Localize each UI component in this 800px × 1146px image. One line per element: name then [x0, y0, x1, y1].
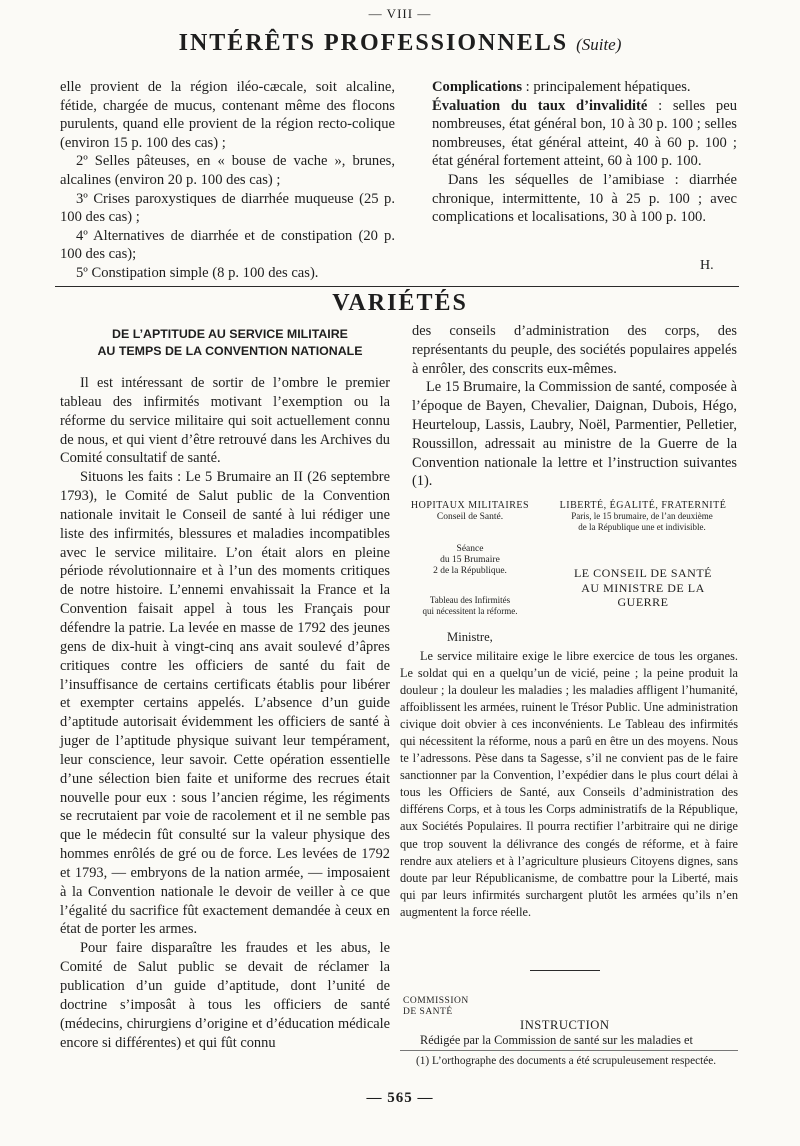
- instruction-text: Rédigée par la Commission de santé sur les maladies et: [420, 1033, 693, 1047]
- evaluation-paragraph: [432, 97, 737, 171]
- evaluation-label: Évaluation du taux d’invalidité: [432, 97, 648, 114]
- commission-line: DE SANTÉ: [403, 1007, 453, 1017]
- instruction-heading: INSTRUCTION: [520, 1018, 610, 1032]
- seance-line: Séance: [456, 544, 484, 554]
- seance-line: du 15 Brumaire: [440, 555, 500, 565]
- letter-salutation: Ministre,: [447, 630, 493, 644]
- first-article-left-column: [60, 78, 395, 283]
- varietes-right-column: [412, 322, 737, 491]
- letter-paragraph: Le service militaire exige le libre exercice de tous les organes. Le soldat qui en a quelqu’un de vicié, peine ; la peine produit la douleur ; la douleur les maladies ; les maladies affligent l’humanité, affoiblissent les armées, ruinent le Trésor Public. Une administration civique doit obvier à ces inconvénients. Le Tableau des infirmités qui nécessitent la réforme, nous a parû en être un des moyens. Nous te l’adressons. Pèse dans ta Sagesse, s’il ne convient pas de le faire sanctionner par la Convention, l’expédier dans le plus court délai à tous les Officiers de Santé, aux Conseils d’administration des différens Corps, et à tous les Corps administratifs de la République, aux Sociétés Populaires. Il pourra rectifier l’arbitraire qui ne dirige que trop souvent la délivrance des congés de réforme, et à faire rendre aux ateliers et à l’agriculture plusieurs Citoyens dignes, sans doute par leur Républicanisme, de combattre pour la Liberté, mais qui par leurs infirmités surchargent plutôt les armées qu’ils n’en augmentent la force réelle.: [400, 649, 738, 919]
- paragraph: 4º Alternatives de diarrhée et de constipation (20 p. 100 des cas);: [60, 227, 395, 263]
- seance-line: 2 de la République.: [433, 566, 507, 576]
- paragraph: Il est intéressant de sortir de l’ombre le premier tableau des infirmités motivant l’exemption ou la réforme du service militaire qui soit actuellement connu de nous, et qui vient d’être retrouvé dans les Archives du Comité consultatif de santé.: [60, 375, 390, 467]
- section-title-suffix: (Suite): [576, 35, 622, 54]
- tableau-infirmites-label: [400, 595, 540, 617]
- seance-block: [400, 544, 540, 577]
- liberte-egalite-fraternite: LIBERTÉ, ÉGALITÉ, FRATERNITÉ: [559, 500, 727, 511]
- varietes-left-column: [60, 374, 390, 1052]
- hopitaux-militaires-heading: HOPITAUX MILITAIRES: [410, 500, 530, 511]
- paragraph: 2º Selles pâteuses, en « bouse de vache », brunes, alcalines (environ 20 p. 100 des cas) ;: [60, 153, 395, 188]
- sequelles-paragraph: Dans les séquelles de l’amibiase : diarrhée chronique, intermittente, 10 à 25 p. 100 ; avec complications et localisations, 30 à 100 p. 100.: [432, 171, 737, 226]
- section-title: [0, 30, 800, 57]
- complications-paragraph: [432, 78, 737, 97]
- complications-text: : principalement hépatiques.: [522, 79, 691, 95]
- footnote-divider: [400, 1050, 738, 1051]
- heading-line: GUERRE: [617, 595, 669, 609]
- bottom-page-number: — 565 —: [366, 1090, 434, 1106]
- paragraph: Pour faire disparaître les fraudes et les abus, le Comité de Salut public se devait de réclamer la publication d’un guide d’aptitude, dont l’unité de doctrine s’imposât à tous les officiers de santé (médecins, chirurgiens d’origine et d’éducation médicale encore si différentes) et qui fût connu: [60, 940, 390, 1051]
- complications-label: Complications: [432, 79, 522, 95]
- paragraph: des conseils d’administration des corps, des représentants du peuple, des sociétés populaires appelés à enrôler, des conscrits eux-mêmes.: [412, 323, 737, 377]
- commission-de-sante-label: [403, 996, 469, 1018]
- paris-date-line: [548, 511, 736, 533]
- conseil-au-ministre-heading: [548, 566, 738, 610]
- date-line: de la République une et indivisible.: [578, 522, 706, 532]
- paragraph: 5º Constipation simple (8 p. 100 des cas).: [76, 264, 319, 281]
- paragraph: Situons les faits : Le 5 Brumaire an II (26 septembre 1793), le Comité de Salut public de la Convention nationale invitait le Conseil de santé à lui rédiger une liste des infirmités, blessures et maladies incompatibles avec le service militaire. L’on était alors en pleine période révolutionnaire et à l’un des moments critiques de notre histoire. L’ennemi envahissait la France et la Convention faisait appel à tous les Français pour défendre la patrie. La levée en masse de 1792 des jeunes gens de dix-huit à vingt-cinq ans avait soulevé d’âpres critiques contre les officiers de santé du fait de l’insuffisance de certains certificats établis pour libérer et exempter certains appelés. L’absence d’un guide d’aptitude autorisait évidemment les officiers de santé à juger de l’aptitude physique suivant leur tempérament, leur conscience, leur savoir. Cette opération essentielle d’une sélection bien faite et uniforme des recrues était nouvelle pour eux : sous l’ancien régime, les régiments se recrutaient par voie de racolement et il ne semble pas que le médecin fût consulté sur la valeur physique des hommes enrôlés de gré ou de force. Les levées de 1792 et 1793, — embryons de la nation armée, — imposaient à la Convention nationale le devoir de veiller à ce que l’égalité du sacrifice fût exactement demandée à ceux en état de porter les armes.: [60, 469, 390, 938]
- date-line: Paris, le 15 brumaire, de l’an deuxième: [571, 511, 713, 521]
- article-title-line: DE L’APTITUDE AU SERVICE MILITAIRE: [112, 327, 348, 341]
- paragraph: elle provient de la région iléo-cæcale, soit alcaline, fétide, chargée de mucus, contenant même des flocons purulents, quand elle provient de la région recto-colique (environ 15 p. 100 des cas) ;: [60, 79, 395, 151]
- heading-line: LE CONSEIL DE SANTÉ: [573, 566, 713, 580]
- paragraph: 3º Crises paroxystiques de diarrhée muqueuse (25 p. 100 des cas) ;: [60, 190, 395, 226]
- tableau-line: qui nécessitent la réforme.: [422, 606, 518, 616]
- footnote: (1) L’orthographe des documents a été scrupuleusement respectée.: [416, 1055, 717, 1067]
- first-article-right-column: [432, 78, 737, 227]
- top-page-number: — VIII —: [368, 6, 432, 21]
- evaluation-text: : selles peu nombreuses, état général bon, 10 à 30 p. 100 ; selles nombreuses, état général atteint, 40 à 60 p. 100 ; état général fortement atteint, 60 à 100 p. 100.: [432, 97, 738, 170]
- article-title: [60, 326, 400, 360]
- article-signature: H.: [700, 258, 714, 273]
- section-title-text: INTÉRÊTS PROFESSIONNELS: [178, 30, 569, 56]
- letter-end-divider: [530, 970, 600, 971]
- conseil-de-sante-label: Conseil de Santé.: [436, 512, 504, 522]
- paragraph: Le 15 Brumaire, la Commission de santé, composée à l’époque de Bayen, Chevalier, Daignan, Dubois, Hégo, Heurteloup, Lassis, Laubry, Noël, Parmentier, Pelletier, Roussillon, adressait au ministre de la Guerre de la Convention nationale la lettre et l’instruction suivantes (1).: [412, 379, 737, 490]
- section-divider: [55, 286, 739, 287]
- commission-line: COMMISSION: [403, 996, 469, 1006]
- heading-line: AU MINISTRE DE LA: [581, 580, 705, 595]
- letter-body: [400, 648, 738, 921]
- tableau-line: Tableau des Infirmités: [429, 595, 511, 605]
- varietes-title: VARIÉTÉS: [332, 290, 468, 316]
- article-title-line: AU TEMPS DE LA CONVENTION NATIONALE: [97, 344, 363, 358]
